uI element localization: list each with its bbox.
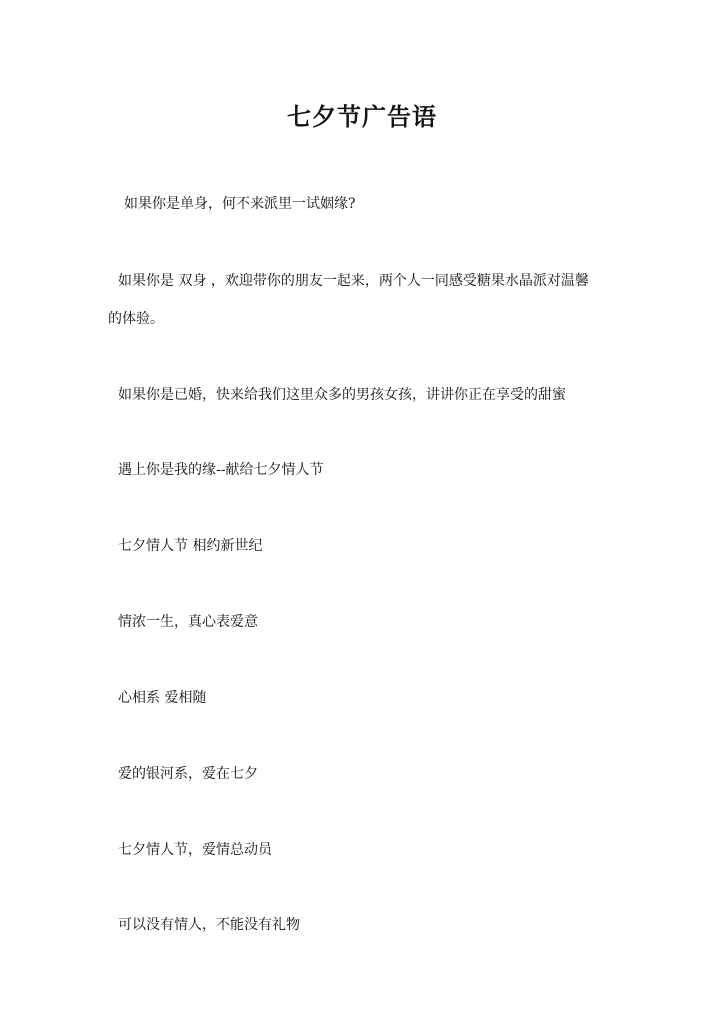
slogan-line: 七夕情人节 相约新世纪 xyxy=(118,538,263,554)
slogan-line: 爱的银河系，爱在七夕 xyxy=(118,766,258,782)
paragraph-couple-line-1: 如果你是 双身 ，欢迎带你的朋友一起来，两个人一同感受糖果水晶派对温馨 xyxy=(118,273,589,289)
paragraph-married: 如果你是已婚，快来给我们这里众多的男孩女孩，讲讲你正在享受的甜蜜 xyxy=(118,387,566,403)
paragraph-couple-line-2: 的体验。 xyxy=(108,311,164,327)
slogan-line: 可以没有情人，不能没有礼物 xyxy=(118,917,300,933)
slogan-line: 遇上你是我的缘--献给七夕情人节 xyxy=(118,462,324,478)
slogan-line: 心相系 爱相随 xyxy=(118,690,207,706)
slogan-line: 七夕情人节，爱情总动员 xyxy=(118,842,272,858)
document-title: 七夕节广告语 xyxy=(287,102,437,131)
paragraph-single: 如果你是单身，何不来派里一试姻缘? xyxy=(124,196,356,212)
slogan-line: 情浓一生，真心表爱意 xyxy=(118,614,258,630)
